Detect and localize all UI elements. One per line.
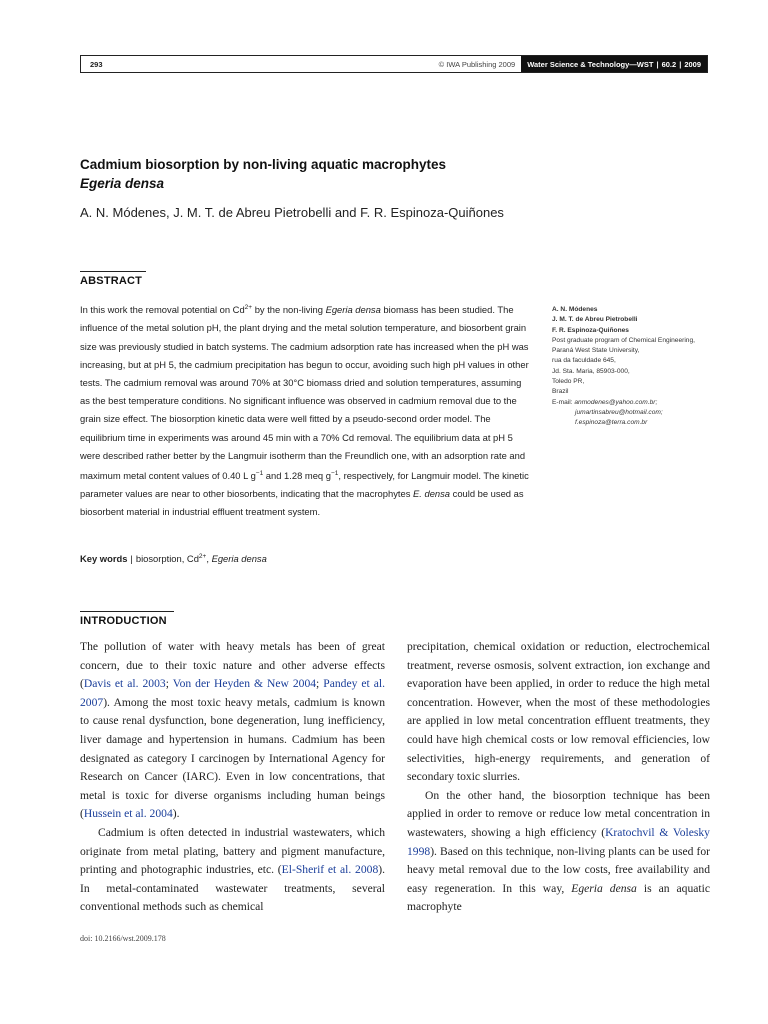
journal-year: 2009 xyxy=(684,59,701,69)
email-link[interactable]: anmodenes@yahoo.com.br; xyxy=(574,398,658,406)
abstract-body xyxy=(80,299,530,522)
affiliation-author: J. M. T. de Abreu Pietrobelli xyxy=(552,316,638,324)
citation-link[interactable]: Davis et al. 2003 xyxy=(83,677,166,691)
superscript: 2+ xyxy=(244,304,253,311)
email-link[interactable]: f.espinoza@terra.com.br xyxy=(575,419,648,427)
affiliation-author: F. R. Espinoza-Quiñones xyxy=(552,326,629,334)
email-link[interactable]: jumartinsabreu@hotmail.com; xyxy=(575,408,663,416)
page-number: 293 xyxy=(90,60,103,69)
citation-link[interactable]: Kratochvil & Volesky 1998 xyxy=(407,825,710,858)
affiliation-block xyxy=(552,305,722,429)
body-text: ). In metal-contaminated wastewater treatments, several conventional methods such as chemical xyxy=(80,863,386,914)
abstract-text: , respectively, for Langmuir model. The kinetic parameter values are near to other biosorbents, indicating that the macrophytes xyxy=(80,470,529,500)
paragraph xyxy=(80,824,385,917)
separator: | xyxy=(130,553,133,565)
abstract-text: by the non-living xyxy=(252,304,326,316)
abstract-text: In this work the removal potential on Cd xyxy=(80,304,245,316)
abstract-text: could be used as biosorbent material in industrial effluent treatment system. xyxy=(80,488,524,518)
header-right xyxy=(439,56,707,72)
affiliation-line: Post graduate program of Chemical Engineering, xyxy=(552,336,695,344)
keyword-text: Egeria densa xyxy=(211,553,267,565)
body-text: The pollution of water with heavy metals has been of great concern, due to their toxic nature and other adverse effects ( xyxy=(80,640,385,691)
email-line xyxy=(552,398,722,408)
abstract-text: biomass has been studied. The influence of the metal solution pH, the plant drying and the metal solution temperature, and biosorbent grain size was previously studied in batch systems. The cadmium adsorption rate has increased when the pH was increasing, but at pH 5, the cadmium precipitation has begun to occur, avoiding such high pH values in other tests. The cadmium removal was around 70% at 30°C biomass dried and solution temperatures, assuming as the best temperature conditions. No significant influence was observed in cadmium removal due to the grain size effect. The biosorption kinetic data were well fitted by a pseudo-second order model. The equilibrium time in experiments was around 45 min with a 70% Cd removal. The equilibrium data at pH 5 were described rather better by the Langmuir isotherm than the Freundlich one, with an adsorption rate and maximum metal content values of 0.40 L g xyxy=(80,304,529,482)
journal-issue: 60.2 xyxy=(661,59,677,69)
introduction-heading: INTRODUCTION xyxy=(80,615,167,627)
abstract-heading: ABSTRACT xyxy=(80,275,143,287)
keyword-text: biosorption, Cd xyxy=(135,553,199,565)
affiliation-line: Toledo PR, xyxy=(552,378,585,386)
paragraph: precipitation, chemical oxidation or reduction, electrochemical treatment, reverse osmosis, solvent extraction, ion exchange and evaporation have been applied, in order to reduce the high metal concentration. However, when the most of these methodologies are applied in low metal concentration effluent treatments, they could have high chemical costs or low removal efficiencies, low selectivities, high-energy requirements, and generation of secondary toxic slurries. xyxy=(407,640,710,784)
keyword-text: , xyxy=(206,553,212,565)
body-text: On the other hand, the biosorption technique has been applied in order to remove or reduce low metal concentration in wastewaters, showing a high efficiency ( xyxy=(407,788,710,839)
email-label: E-mail: xyxy=(552,398,575,406)
separator: | xyxy=(679,59,682,69)
column-right xyxy=(407,638,710,917)
citation-link[interactable]: El-Sherif et al. 2008 xyxy=(281,863,379,877)
paragraph xyxy=(80,638,385,824)
column-left xyxy=(80,638,385,917)
superscript: 2+ xyxy=(198,553,207,560)
keywords xyxy=(80,553,267,564)
affiliation-line: Brazil xyxy=(552,388,569,396)
abstract-text: and 1.28 meq g xyxy=(263,470,331,482)
body-text: Cadmium is often detected in industrial wastewaters, which originate from metal plating, battery and pigment manufacture, printing and photographic industries, etc. ( xyxy=(80,825,385,877)
species-name: Egeria densa xyxy=(325,304,381,316)
body-text: ). Based on this technique, non-living plants can be used for heavy metal removal due to the low costs, free availability and easy regeneration. In this way, xyxy=(407,844,710,895)
superscript: −1 xyxy=(255,469,264,477)
journal-banner xyxy=(521,56,707,72)
citation-link[interactable]: Hussein et al. 2004 xyxy=(83,807,173,821)
keywords-label: Key words xyxy=(80,553,128,565)
separator: | xyxy=(656,59,659,69)
running-header xyxy=(80,55,708,73)
citation-link[interactable]: Von der Heyden & New 2004 xyxy=(172,677,317,691)
affiliation-line: Jd. Sta. Maria, 85903-000, xyxy=(552,367,630,375)
introduction-rule xyxy=(80,611,174,612)
paper-title xyxy=(80,155,446,193)
citation-link[interactable]: Pandey et al. 2007 xyxy=(80,677,385,709)
body-text: ). Among the most toxic heavy metals, cadmium is known to cause renal dysfunction, bone degeneration, lung inefficiency, liver damage and hypertension in humans. Cadmium has been designated as category I carcinogen by International Agency for Research on Cancer (IARC). Even in low concentrations, that metal is toxic for diverse organisms including human beings ( xyxy=(80,695,385,821)
doi-footer[interactable]: doi: 10.2166/wst.2009.178 xyxy=(80,934,166,943)
affiliation-author: A. N. Módenes xyxy=(552,306,598,313)
superscript: −1 xyxy=(330,469,339,477)
abstract-rule xyxy=(80,271,146,272)
affiliation-line: Paraná West State University, xyxy=(552,347,640,355)
copyright: © IWA Publishing 2009 xyxy=(438,59,516,69)
journal-name: Water Science & Technology—WST xyxy=(527,59,654,69)
affiliation-line: rua da faculdade 645, xyxy=(552,357,616,365)
paragraph xyxy=(407,787,710,917)
species-name: Egeria densa xyxy=(571,881,637,895)
body-text: is an aquatic macrophyte xyxy=(407,881,710,914)
title-line-2: Egeria densa xyxy=(80,176,165,191)
body-text: ; xyxy=(316,677,324,691)
body-text: ; xyxy=(165,677,173,691)
body-text: ). xyxy=(172,807,180,821)
title-line-1: Cadmium biosorption by non-living aquatic macrophytes xyxy=(80,157,447,172)
author-list: A. N. Módenes, J. M. T. de Abreu Pietrobelli and F. R. Espinoza-Quiñones xyxy=(80,205,504,220)
species-name: E. densa xyxy=(413,488,451,500)
